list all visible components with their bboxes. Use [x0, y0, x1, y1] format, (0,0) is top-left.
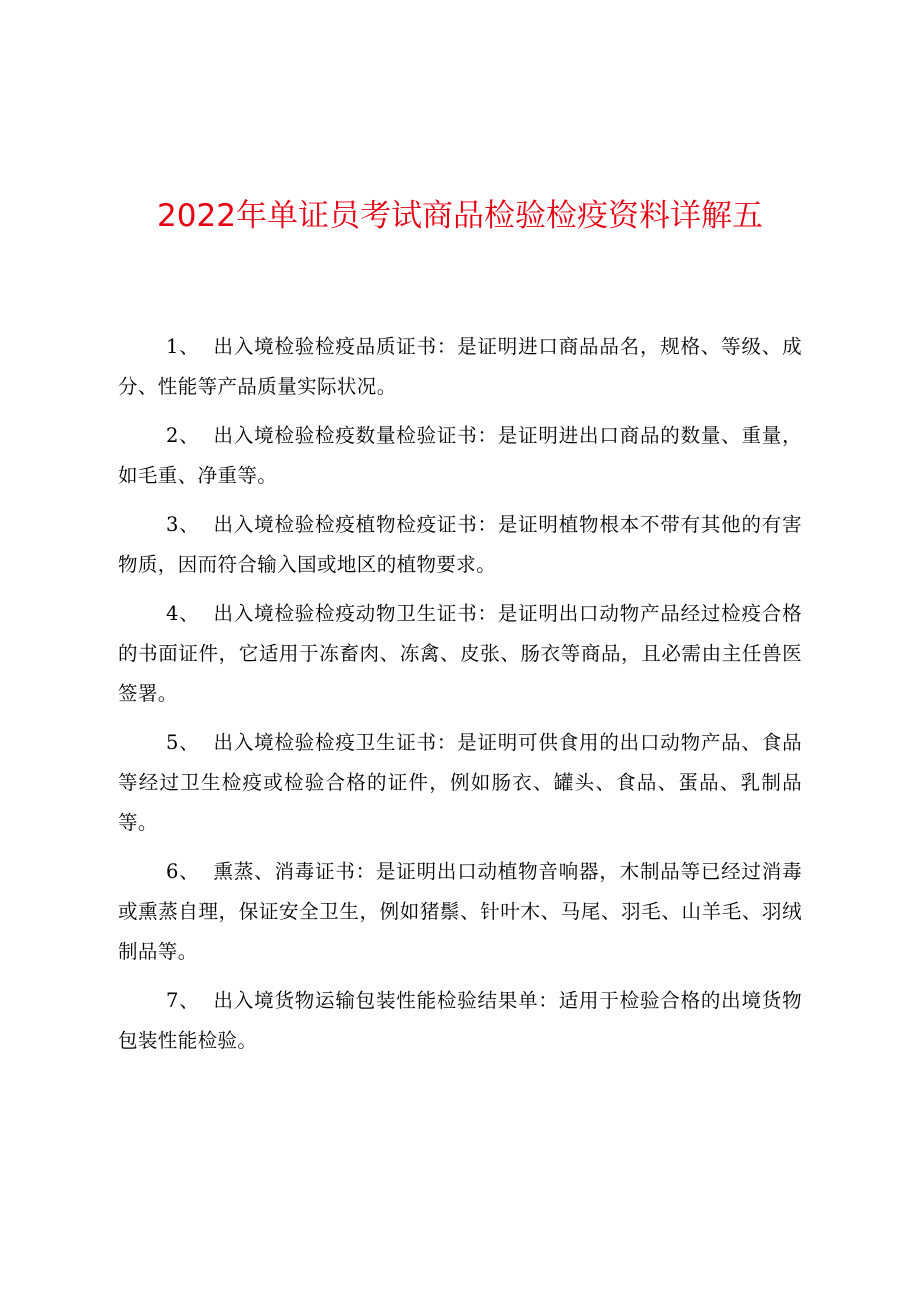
item-text: 出入境检验检疫植物检疫证书：是证明植物根本不带有其他的有害物质，因而符合输入国或地区的植物要求。 [118, 513, 802, 576]
item-text: 出入境检验检疫数量检验证书：是证明进出口商品的数量、重量，如毛重、净重等。 [118, 424, 802, 487]
item-number: 4、 [166, 602, 200, 625]
item-number: 5、 [166, 731, 200, 754]
list-item [118, 852, 802, 972]
document-title: 2022年单证员考试商品检验检疫资料详解五 [157, 198, 763, 234]
list-item [118, 981, 802, 1061]
list-item [118, 416, 802, 496]
item-text: 熏蒸、消毒证书：是证明出口动植物音响器，木制品等已经过消毒或熏蒸自理，保证安全卫生，例如猪鬃、针叶木、马尾、羽毛、山羊毛、羽绒制品等。 [118, 860, 802, 963]
item-text: 出入境检验检疫卫生证书：是证明可供食用的出口动物产品、食品等经过卫生检疫或检验合格的证件，例如肠衣、罐头、食品、蛋品、乳制品等。 [118, 731, 802, 834]
item-number: 7、 [166, 989, 200, 1012]
list-item [118, 505, 802, 585]
list-item [118, 594, 802, 714]
document-body [118, 327, 802, 1070]
item-number: 1、 [166, 335, 200, 358]
list-item [118, 327, 802, 407]
item-text: 出入境检验检疫品质证书：是证明进口商品品名，规格、等级、成分、性能等产品质量实际状况。 [118, 335, 802, 398]
list-item [118, 723, 802, 843]
item-number: 2、 [166, 424, 200, 447]
item-text: 出入境检验检疫动物卫生证书：是证明出口动物产品经过检疫合格的书面证件，它适用于冻畜肉、冻禽、皮张、肠衣等商品，且必需由主任兽医签署。 [118, 602, 802, 705]
item-number: 3、 [166, 513, 200, 536]
item-number: 6、 [166, 860, 200, 883]
item-text: 出入境货物运输包装性能检验结果单：适用于检验合格的出境货物包装性能检验。 [118, 989, 802, 1052]
